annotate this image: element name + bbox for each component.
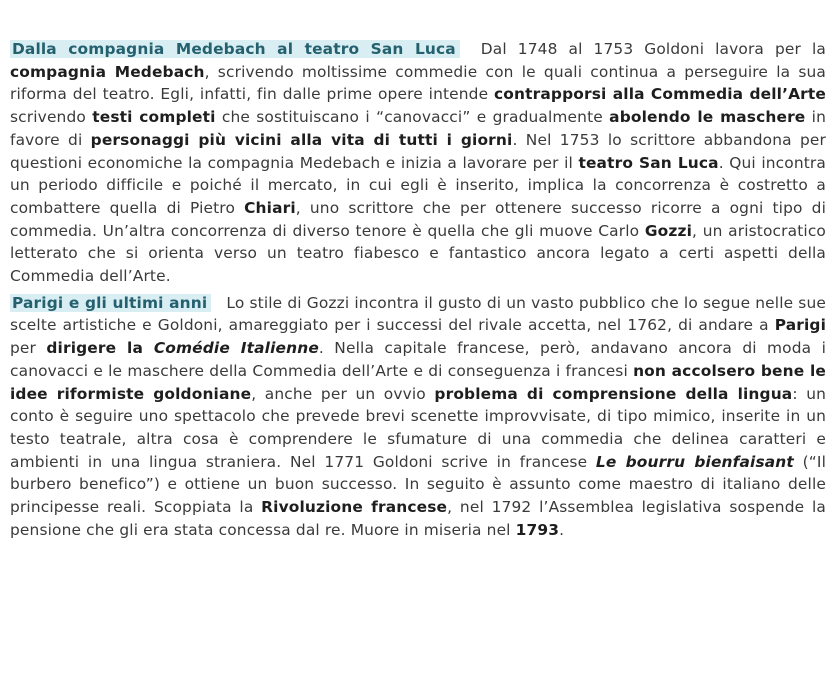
text-run: in favore di [10,108,826,149]
text-run: : un conto è seguire uno spettacolo che prevede brevi scenette improvvisate, di tipo mimico, inserite in un testo teatrale, altra cosa è comprendere le sfumature di una commedia che delinea caratteri e ambienti in una lingua straniera. Nel 1771 Goldoni scrive in francese [10,384,827,471]
bold-phrase: Chiari [244,198,296,217]
bold-phrase: compagnia Medebach [10,62,205,81]
bold-phrase: problema di comprensione della lingua [434,384,793,403]
text-run: (“Il burbero benefico”) e ottiene un buon successo. In seguito è assunto come maestro di italiano delle principesse reali. Scoppiata la [10,452,827,517]
text-run: , anche per un ovvio [251,384,435,403]
document-page [10,38,826,545]
bold-phrase: Rivoluzione francese [261,498,448,517]
section-parigi [10,292,826,542]
section-medebach [10,38,826,288]
bold-phrase: testi completi [92,108,216,127]
bold-phrase: dirigere la [46,339,154,358]
bold-phrase: personaggi più vicini alla vita di tutti i giorni [90,130,513,149]
text-run: che sostituiscano i “canovacci” e gradualmente [215,108,610,127]
text-run: Lo stile di Gozzi incontra il gusto di un vasto pubblico che lo segue nelle sue scelte artistiche e Goldoni, amareggiato per i successi del rivale accetta, nel 1762, di andare a [10,293,827,335]
bold-phrase: Parigi [774,316,826,335]
text-run: . Nel 1753 lo scrittore abbandona per questioni economiche la compagnia Medebach e inizia a lavorare per il [10,130,826,172]
text-run: per [10,339,47,358]
bold-phrase: abolendo le maschere [609,108,806,127]
section-body [10,40,826,285]
bold-phrase: teatro San Luca [578,153,719,172]
section-body [10,294,826,539]
section-heading: Dalla compagnia Medebach al teatro San Luca [10,40,460,58]
bold-phrase: 1793 [515,520,560,539]
text-run: . [559,520,565,539]
bold-phrase: Gozzi [644,221,693,240]
text-run: . Qui incontra un periodo difficile e poiché il mercato, in cui egli è inserito, implica la concorrenza è costretto a combattere quella di Pietro [10,153,826,217]
text-run: , nel 1792 l’Assemblea legislativa sospende la pensione che gli era stata concessa dal re. Muore in miseria nel [10,498,826,539]
section-heading: Parigi e gli ultimi anni [10,294,211,312]
text-run: , scrivendo moltissime commedie con le quali continua a perseguire la sua riforma del teatro. Egli, infatti, fin dalle prime opere intende [10,62,826,104]
italic-title: Comédie Italienne [153,339,319,358]
text-run: , uno scrittore che per ottenere successo ricorre a ogni tipo di commedia. Un’altra concorrenza di diverso tenore è quella che gli muove Carlo [10,198,826,240]
italic-title: Le bourru bienfaisant [595,452,794,471]
text-run: . Nella capitale francese, però, andavano ancora di moda i canovacci e le maschere della Commedia dell’Arte e di conseguenza i francesi [10,339,827,380]
text-run: Dal 1748 al 1753 Goldoni lavora per la [469,40,826,58]
bold-phrase: contrapporsi alla Commedia dell’Arte [494,85,826,104]
bold-phrase: non accolsero bene le idee riformiste goldoniane [10,361,826,403]
text-run: , un aristocratico letterato che si orienta verso un teatro fiabesco e fantastico ancora legato a certi aspetti della Commedia dell’Arte. [10,221,826,286]
text-run: scrivendo [10,108,93,127]
